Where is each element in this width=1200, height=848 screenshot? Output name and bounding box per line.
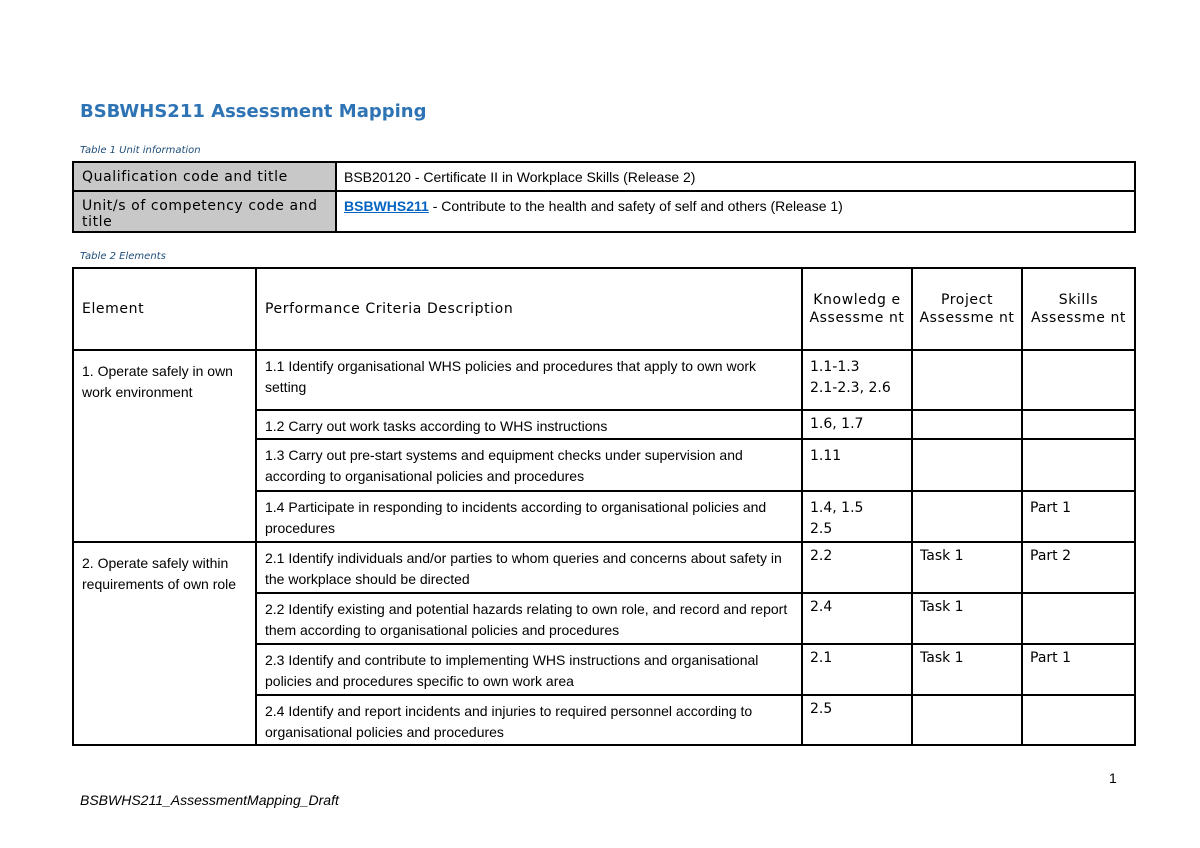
pc-2-4: 2.4 Identify and report incidents and injuries to required personnel according to organisational policies and procedures — [256, 695, 802, 745]
pc-1-1: 1.1 Identify organisational WHS policies and procedures that apply to own work setting — [256, 350, 802, 410]
unit-label: Unit/s of competency code and title — [73, 191, 336, 232]
skills-cell — [1022, 593, 1135, 644]
skills-cell — [1022, 695, 1135, 745]
pc-2-1: 2.1 Identify individuals and/or parties to whom queries and concerns about safety in the workplace should be directed — [256, 542, 802, 593]
knowledge-cell: 1.11 — [802, 439, 912, 491]
project-cell — [912, 439, 1022, 491]
pc-1-2: 1.2 Carry out work tasks according to WHS instructions — [256, 410, 802, 439]
element-2: 2. Operate safely within requirements of own role — [73, 542, 256, 745]
header-performance-criteria: Performance Criteria Description — [256, 268, 802, 350]
knowledge-cell: 2.4 — [802, 593, 912, 644]
skills-cell: Part 1 — [1022, 644, 1135, 695]
knowledge-cell: 1.4, 1.5 2.5 — [802, 491, 912, 542]
document-title: BSBWHS211 Assessment Mapping — [80, 101, 427, 122]
page-number: 1 — [1109, 770, 1117, 786]
skills-cell: Part 2 — [1022, 542, 1135, 593]
qualification-row — [73, 162, 1135, 191]
table1-caption: Table 1 Unit information — [80, 145, 201, 156]
knowledge-cell: 2.5 — [802, 695, 912, 745]
pc-1-3: 1.3 Carry out pre-start systems and equipment checks under supervision and according to organisational policies and procedures — [256, 439, 802, 491]
project-cell: Task 1 — [912, 644, 1022, 695]
qualification-value: BSB20120 - Certificate II in Workplace Skills (Release 2) — [336, 162, 1135, 191]
knowledge-cell: 1.6, 1.7 — [802, 410, 912, 439]
footer-filename: BSBWHS211_AssessmentMapping_Draft — [80, 792, 339, 808]
project-cell — [912, 350, 1022, 410]
table-row — [73, 542, 1135, 593]
project-cell: Task 1 — [912, 542, 1022, 593]
unit-row — [73, 191, 1135, 232]
pc-2-3: 2.3 Identify and contribute to implementing WHS instructions and organisational policies and procedures specific to own work area — [256, 644, 802, 695]
elements-table — [72, 267, 1136, 746]
project-cell: Task 1 — [912, 593, 1022, 644]
element-1: 1. Operate safely in own work environment — [73, 350, 256, 542]
header-knowledge-assessment: Knowledg e Assessme nt — [802, 268, 912, 350]
elements-header-row — [73, 268, 1135, 350]
project-cell — [912, 695, 1022, 745]
qualification-label: Qualification code and title — [73, 162, 336, 191]
header-skills-assessment: Skills Assessme nt — [1022, 268, 1135, 350]
unit-title: - Contribute to the health and safety of self and others (Release 1) — [428, 198, 843, 214]
knowledge-cell: 1.1-1.3 2.1-2.3, 2.6 — [802, 350, 912, 410]
table-row — [73, 350, 1135, 410]
pc-2-2: 2.2 Identify existing and potential hazards relating to own role, and record and report them according to organisational policies and procedures — [256, 593, 802, 644]
unit-value — [336, 191, 1135, 232]
knowledge-cell: 2.2 — [802, 542, 912, 593]
pc-1-4: 1.4 Participate in responding to incidents according to organisational policies and procedures — [256, 491, 802, 542]
skills-cell — [1022, 350, 1135, 410]
skills-cell — [1022, 410, 1135, 439]
knowledge-cell: 2.1 — [802, 644, 912, 695]
table2-caption: Table 2 Elements — [80, 251, 166, 262]
skills-cell — [1022, 439, 1135, 491]
project-cell — [912, 491, 1022, 542]
header-project-assessment: Project Assessme nt — [912, 268, 1022, 350]
header-element: Element — [73, 268, 256, 350]
unit-information-table — [72, 161, 1136, 233]
project-cell — [912, 410, 1022, 439]
unit-code-link[interactable]: BSBWHS211 — [344, 198, 429, 214]
skills-cell: Part 1 — [1022, 491, 1135, 542]
